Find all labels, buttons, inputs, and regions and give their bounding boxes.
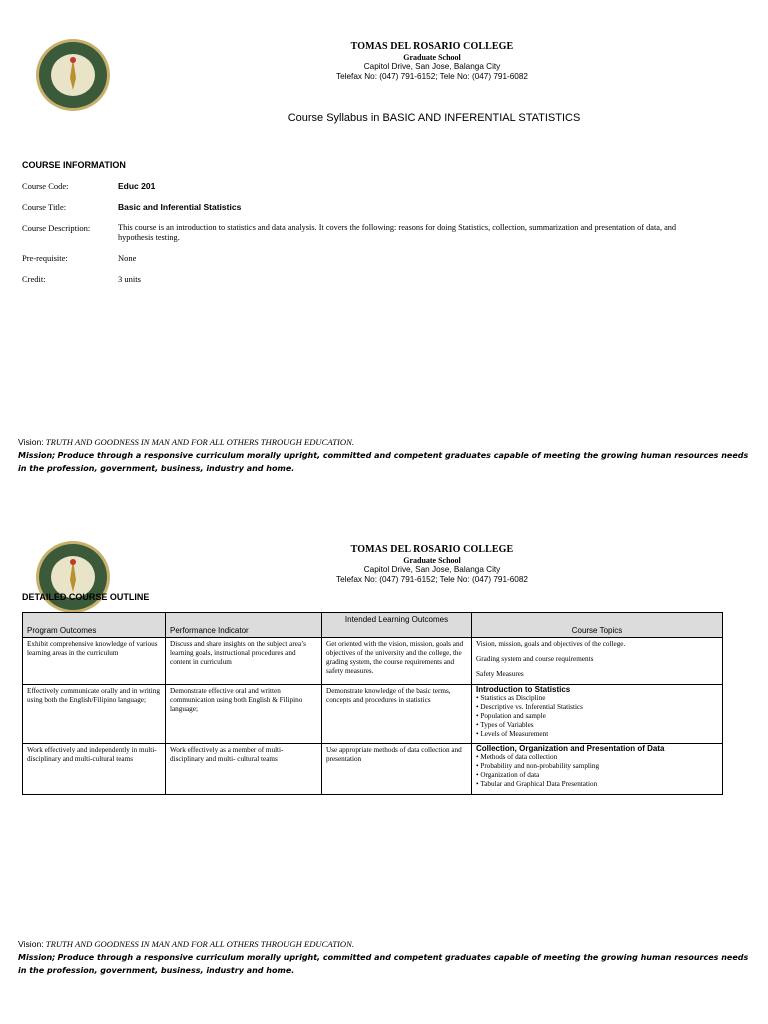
course-outline-table [22,612,723,795]
learning-outcome-cell: Use appropriate methods of data collection and presentation [322,744,472,795]
mission-text: Produce through a responsive curriculum morally upright, committed and competent graduates capable of meeting the growing human resources needs in the profession, government, business, industry and home. [18,952,749,975]
college-contact: Telefax No: (047) 791-6152; Tele No: (047) 791-6082 [336,575,528,584]
prerequisite-value: None [118,253,137,263]
column-header: Intended Learning Outcomes [322,613,472,638]
vision-mission-block [18,938,753,978]
topic-bullet: • Probability and non-probability sampling [476,762,718,771]
column-header: Course Topics [472,613,723,638]
college-name: TOMAS DEL ROSARIO COLLEGE [350,544,514,555]
column-header: Program Outcomes [23,613,166,638]
topic-heading: Introduction to Statistics [476,685,571,694]
college-contact: Telefax No: (047) 791-6152; Tele No: (047) 791-6082 [336,72,528,81]
table-header-row [23,613,723,638]
syllabus-title: Course Syllabus in BASIC AND INFERENTIAL STATISTICS [287,112,581,124]
vision-text: TRUTH AND GOODNESS IN MAN AND FOR ALL OTHERS THROUGH EDUCATION. [45,939,355,949]
prerequisite-label: Pre-requisite: [22,253,68,263]
program-outcome-cell: Work effectively and independently in multi-disciplinary and multi-cultural teams [23,744,166,795]
program-outcome-cell: Effectively communicate orally and in writing using both the English/Filipino language; [23,685,166,744]
vision-label: Vision: [18,939,44,949]
course-title-label: Course Title: [22,202,67,212]
course-description-value: This course is an introduction to statistics and data analysis. It covers the following: reasons for doing Statistics, collection, summarization and presentation of data, and hypothesis testing. [118,223,677,242]
topic-bullet: • Statistics as Discipline [476,694,718,703]
performance-indicator-cell: Demonstrate effective oral and written communication using both English & Filipino language; [166,685,322,744]
course-topics-cell [472,744,723,795]
table-row [23,744,723,795]
learning-outcome-cell: Get oriented with the vision, mission, goals and objectives of the university and the college, the grading system, the course requirements and safety measures. [322,638,472,685]
vision-label: Vision: [18,437,44,447]
course-topics-cell [472,638,723,685]
performance-indicator-cell: Discuss and share insights on the subject area’s learning goals, instructional procedures and content in curriculum [166,638,322,685]
college-header [48,544,768,585]
topic-bullet: • Descriptive vs. Inferential Statistics [476,703,718,712]
topic-line: Grading system and course requirements [476,655,594,663]
college-name: TOMAS DEL ROSARIO COLLEGE [350,41,514,52]
topic-bullet: • Levels of Measurement [476,730,718,739]
program-outcome-cell: Exhibit comprehensive knowledge of various learning areas in the curriculum [23,638,166,685]
mission-label: Mission; [18,450,56,460]
topic-line: Safety Measures [476,670,524,678]
credit-label: Credit: [22,274,46,284]
learning-outcome-cell: Demonstrate knowledge of the basic terms, concepts and procedures in statistics [322,685,472,744]
topic-heading: Collection, Organization and Presentation of Data [476,744,665,753]
table-row [23,638,723,685]
mission-text: Produce through a responsive curriculum morally upright, committed and competent graduates capable of meeting the growing human resources needs in the profession, government, business, industry and home. [18,450,749,473]
college-header [48,41,768,82]
topic-bullet: • Organization of data [476,771,718,780]
topic-line: Vision, mission, goals and objectives of the college. [476,640,626,648]
school-name: Graduate School [403,556,461,565]
credit-value: 3 units [118,274,141,284]
school-name: Graduate School [403,53,461,62]
course-topics-cell [472,685,723,744]
course-code-value: Educ 201 [118,181,156,191]
college-address: Capitol Drive, San Jose, Balanga City [363,62,501,71]
course-title-value: Basic and Inferential Statistics [118,202,242,212]
topic-bullet: • Tabular and Graphical Data Presentation [476,780,718,789]
table-row [23,685,723,744]
course-info-heading: COURSE INFORMATION [22,160,126,170]
performance-indicator-cell: Work effectively as a member of multi-disciplinary and multi- cultural teams [166,744,322,795]
vision-mission-block [18,436,753,476]
college-address: Capitol Drive, San Jose, Balanga City [363,565,501,574]
course-outline-heading: DETAILED COURSE OUTLINE [22,592,150,602]
column-header: Performance Indicator [166,613,322,638]
mission-label: Mission; [18,952,56,962]
course-code-label: Course Code: [22,181,69,191]
topic-bullet: • Methods of data collection [476,753,718,762]
topic-bullet: • Types of Variables [476,721,718,730]
vision-text: TRUTH AND GOODNESS IN MAN AND FOR ALL OTHERS THROUGH EDUCATION. [45,437,355,447]
course-description-label: Course Description: [22,223,91,233]
topic-bullet: • Population and sample [476,712,718,721]
